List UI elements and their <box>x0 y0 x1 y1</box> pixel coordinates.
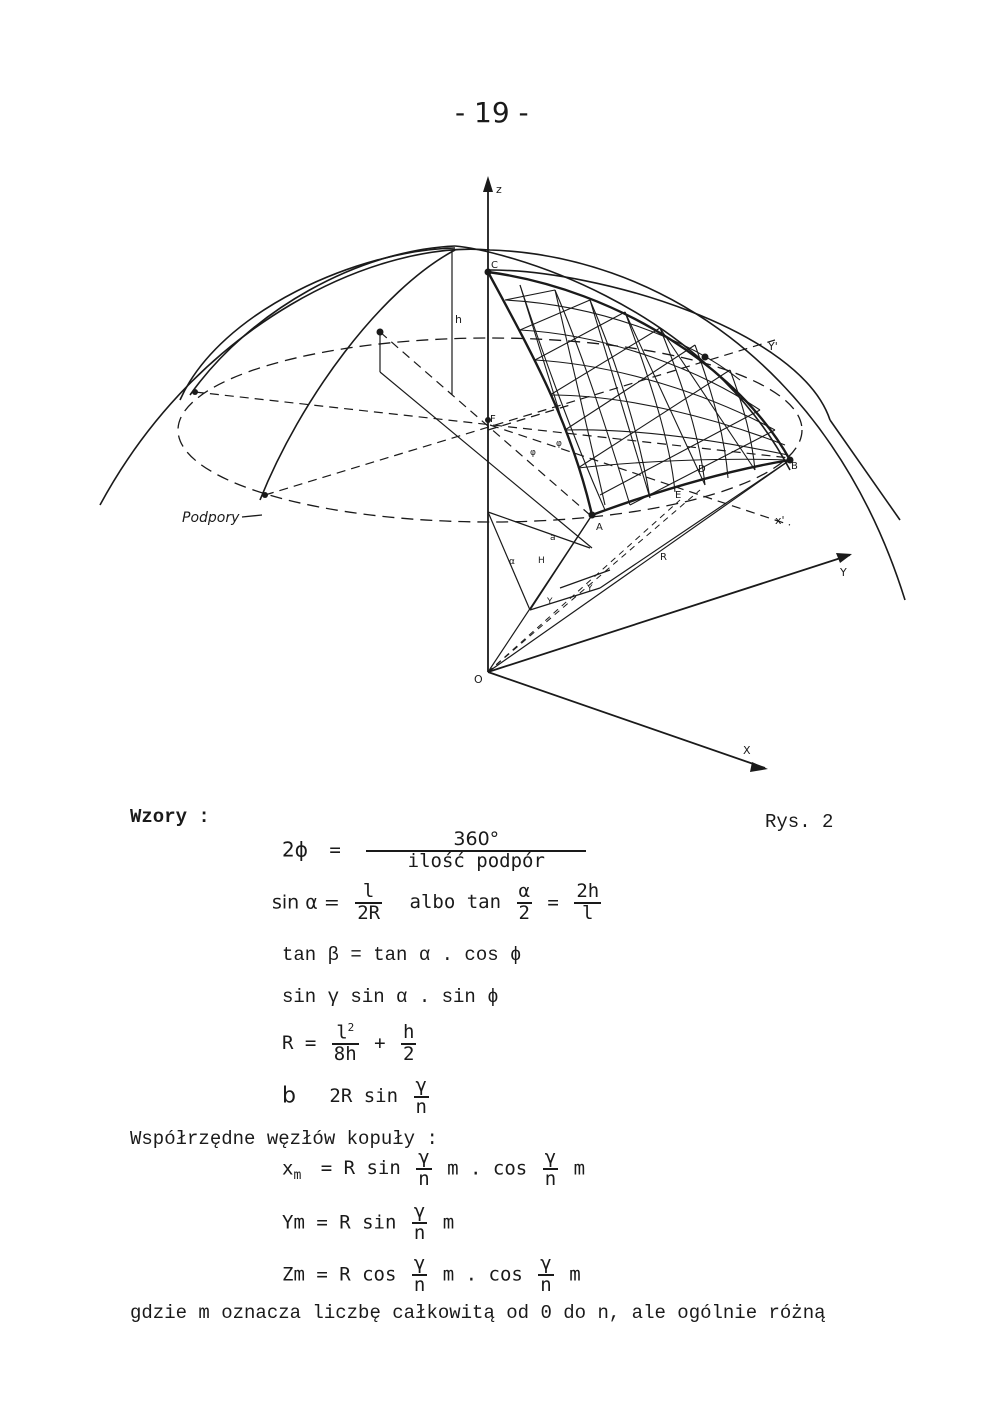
formula-tan-beta: tan β = tan α . cos ϕ <box>282 944 522 966</box>
dim-label-gamma-2: Y <box>587 584 593 594</box>
coordinates-heading: Współrzędne węzłów kopuły : <box>130 1128 438 1150</box>
point-label-a: A <box>596 522 603 533</box>
axis-label-x-prime: x' <box>775 514 785 527</box>
point-label-o: O <box>474 673 483 686</box>
point-label-f: F <box>490 414 496 425</box>
axis-label-z: z <box>496 183 502 196</box>
formula-b: b 2R sin $\frac{\gamma}{n}$ <box>282 1074 427 1118</box>
dim-label-r: R <box>660 552 667 563</box>
coordinate-y: Ym = R sin $\frac{\gamma}{n}$ m <box>282 1200 455 1244</box>
coordinate-x: $x_m = R$ sin $\frac{\gamma}{n}$ m . cos $\frac{\gamma}{n}$ m <box>282 1146 586 1190</box>
supports-label: Podpory <box>182 510 240 526</box>
dim-label-h: h <box>455 313 462 326</box>
dome-figure <box>0 160 1000 780</box>
dim-label-alpha: α <box>509 557 515 567</box>
figure-caption: Rys. 2 <box>765 811 834 833</box>
page-number: - 19 - <box>455 96 529 129</box>
formula-phi: 2ϕ = $\frac{360^\circ}{\text{ilość podpór}}$ <box>282 830 590 872</box>
formula-sin-gamma: sin γ sin α . sin ϕ <box>282 986 499 1008</box>
axis-label-y: Y <box>840 566 847 579</box>
axis-label-y-prime: Y' <box>768 340 778 353</box>
body-text: gdzie m oznacza liczbę całkowitą od 0 do n, ale ogólnie różną <box>130 1302 826 1324</box>
point-label-c: C <box>491 260 498 271</box>
point-label-d: D <box>698 464 706 475</box>
coordinate-z: Zm = R cos $\frac{\gamma}{n}$ m . cos $\frac{\gamma}{n}$ m <box>282 1252 581 1296</box>
dim-label-phi: φ <box>530 448 536 458</box>
formula-radius: R = $\frac{l^2}{8h}$ + $\frac{h}{2}$ <box>282 1020 415 1066</box>
point-label-b: B <box>791 461 798 472</box>
dim-label-gamma-1: Y <box>547 597 553 607</box>
axis-label-x: X <box>743 744 751 757</box>
formulas-heading: Wzory : <box>130 806 210 828</box>
dim-label-phi-2: φ <box>556 439 562 449</box>
formula-sin-alpha: sin α = $\frac{l}{2R}$ albo tan $\frac{\alpha}{2}$ = $\frac{2h}{l}$ <box>272 880 600 924</box>
point-label-e: E <box>675 490 682 501</box>
dim-label-h-cap: H <box>538 556 545 566</box>
dim-label-a: a <box>550 533 556 543</box>
